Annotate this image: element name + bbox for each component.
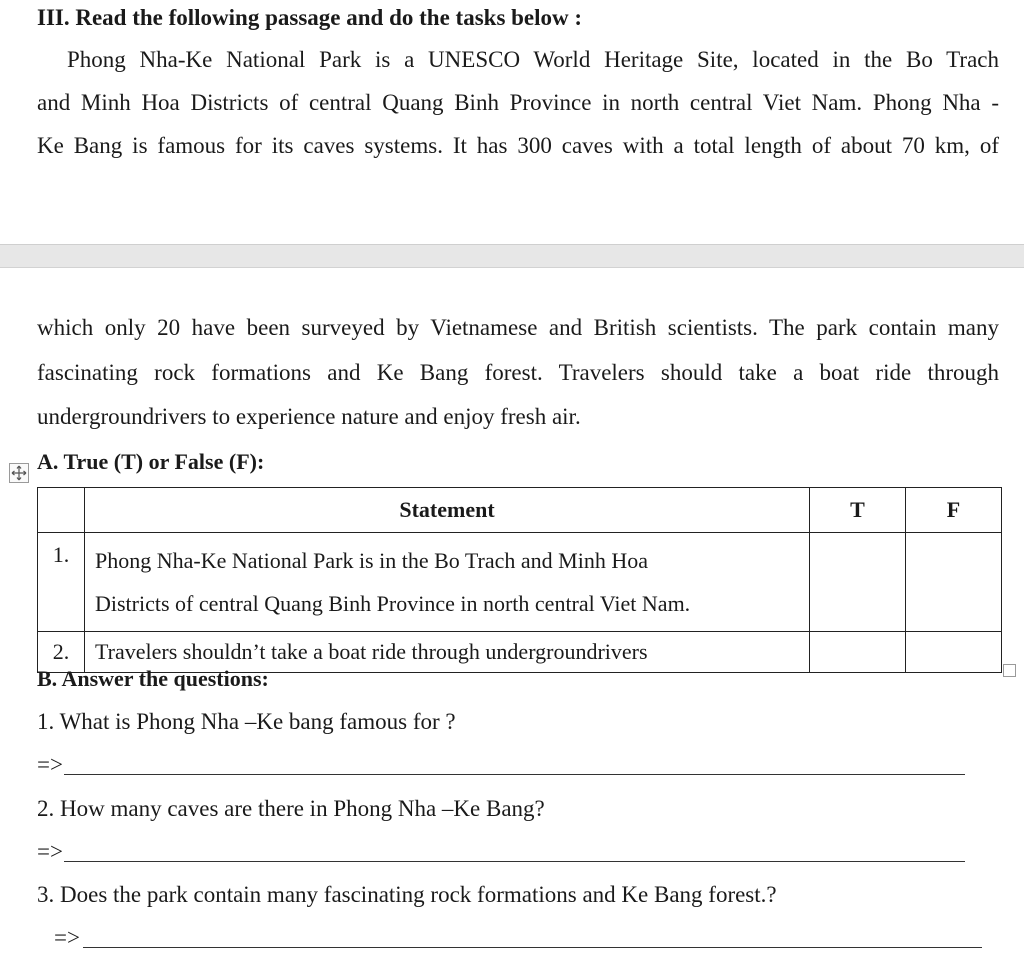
true-answer-cell[interactable] [810,533,906,632]
false-answer-cell[interactable] [906,632,1002,673]
answer-prefix-3: => [54,925,80,950]
answer-line-1[interactable] [64,774,965,775]
header-statement: Statement [85,488,810,533]
header-number [38,488,85,533]
row-number: 2. [38,632,85,673]
passage-line-4: which only 20 have been surveyed by Vietnamese and British scientists. The park contain many [37,315,999,340]
passage-line-5: fascinating rock formations and Ke Bang forest. Travelers should take a boat ride through [37,360,999,385]
true-false-table [37,487,1002,673]
statement-line: Phong Nha-Ke National Park is in the Bo Trach and Minh Hoa [95,548,648,573]
answer-line-3[interactable] [83,947,982,948]
table-resize-handle-icon[interactable] [1003,664,1016,677]
answer-prefix-2: => [37,839,63,864]
answer-line-2[interactable] [64,861,965,862]
passage-line-1: Phong Nha-Ke National Park is a UNESCO World Heritage Site, located in the Bo Trach [67,47,999,72]
table-move-handle-icon[interactable] [9,463,29,483]
statement-line: Travelers shouldn’t take a boat ride through undergroundrivers [95,639,648,664]
section-heading: III. Read the following passage and do the tasks below : [37,5,583,30]
part-b-heading: B. Answer the questions: [37,666,269,691]
table-row [38,533,1002,632]
question-1: 1. What is Phong Nha –Ke bang famous for ? [37,709,456,734]
page-break-gap [0,244,1024,268]
table-header-row [38,488,1002,533]
passage-line-3: Ke Bang is famous for its caves systems. It has 300 caves with a total length of about 70 km, of [37,133,999,158]
answer-prefix-1: => [37,752,63,777]
row-number: 1. [38,533,85,632]
question-2: 2. How many caves are there in Phong Nha –Ke Bang? [37,796,545,821]
header-false: F [906,488,1002,533]
passage-line-2: and Minh Hoa Districts of central Quang Binh Province in north central Viet Nam. Phong Nha - [37,90,999,115]
false-answer-cell[interactable] [906,533,1002,632]
statement-cell[interactable] [85,533,810,632]
true-answer-cell[interactable] [810,632,906,673]
statement-line: Districts of central Quang Binh Province in north central Viet Nam. [95,591,691,616]
part-a-heading: A. True (T) or False (F): [37,449,265,474]
passage-line-6: undergroundrivers to experience nature and enjoy fresh air. [37,404,581,429]
header-true: T [810,488,906,533]
question-3: 3. Does the park contain many fascinating rock formations and Ke Bang forest.? [37,882,777,907]
